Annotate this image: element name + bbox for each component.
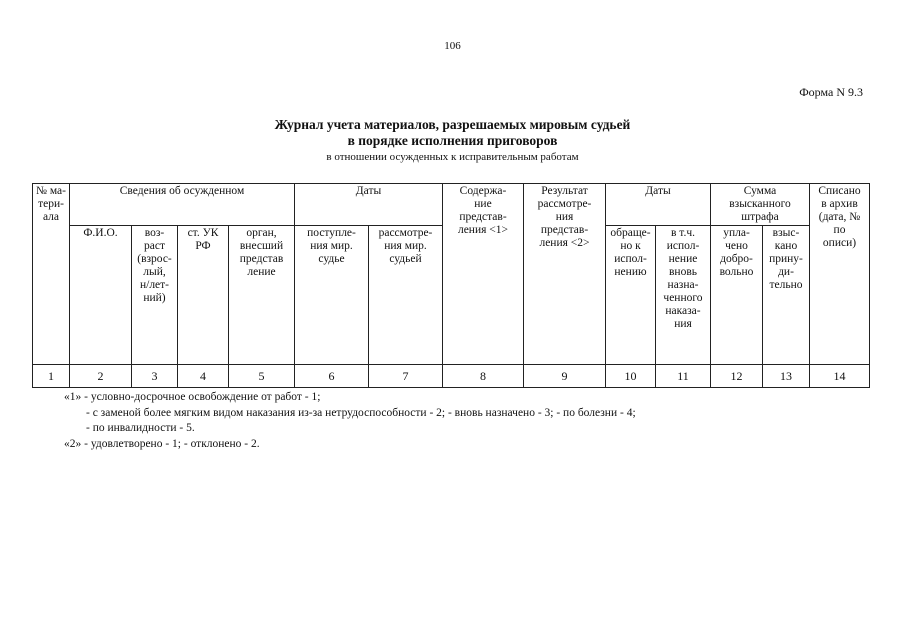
header-article: ст. УК РФ <box>178 226 229 365</box>
header-fine-sum: Сумма взысканного штрафа <box>711 184 810 226</box>
column-number: 14 <box>810 365 870 388</box>
column-number: 7 <box>369 365 443 388</box>
header-number: № ма- тери- ала <box>33 184 70 365</box>
header-fio: Ф.И.О. <box>70 226 132 365</box>
header-new-sentence: в т.ч. испол- нение вновь назна- ченного наказа- ния <box>656 226 711 365</box>
footnote-1-line-3: - по инвалидности - 5. <box>86 422 195 434</box>
header-appeal: обраще- но к испол- нению <box>606 226 656 365</box>
form-label: Форма N 9.3 <box>799 85 863 99</box>
column-number: 13 <box>763 365 810 388</box>
column-number: 2 <box>70 365 132 388</box>
column-number: 9 <box>524 365 606 388</box>
header-content: Содержа- ние представ- ления <1> <box>443 184 524 365</box>
header-age: воз- раст (взрос- лый, н/лет- ний) <box>132 226 178 365</box>
header-reviewed: рассмотре- ния мир. судьей <box>369 226 443 365</box>
column-number: 12 <box>711 365 763 388</box>
column-number: 10 <box>606 365 656 388</box>
header-convict-info: Сведения об осужденном <box>70 184 295 226</box>
column-numbers-row <box>33 365 870 388</box>
footnotes <box>64 390 636 452</box>
header-archive: Списано в архив (дата, № по описи) <box>810 184 870 365</box>
column-number: 8 <box>443 365 524 388</box>
document-subtitle: в отношении осужденных к исправительным работам <box>326 151 579 163</box>
column-number: 1 <box>33 365 70 388</box>
header-authority: орган, внесший представ ление <box>229 226 295 365</box>
page-number: 106 <box>444 40 461 52</box>
document-title <box>0 117 905 149</box>
column-number: 11 <box>656 365 711 388</box>
footnote-1-line-1: «1» - условно-досрочное освобождение от работ - 1; <box>64 391 321 403</box>
column-number: 4 <box>178 365 229 388</box>
header-voluntary: упла- чено добро- вольно <box>711 226 763 365</box>
title-line-2: в порядке исполнения приговоров <box>347 133 558 148</box>
footnote-1-line-2: - с заменой более мягким видом наказания из-за нетрудоспособности - 2; - вновь назначено - 3; - по болезни - 4; <box>86 406 636 419</box>
column-number: 6 <box>295 365 369 388</box>
column-number: 5 <box>229 365 295 388</box>
header-forced: взыс- кано прину- ди- тельно <box>763 226 810 365</box>
footnote-2-line-1: «2» - удовлетворено - 1; - отклонено - 2. <box>64 437 260 450</box>
header-dates-1: Даты <box>295 184 443 226</box>
column-number: 3 <box>132 365 178 388</box>
header-result: Результат рассмотре- ния представ- ления <2> <box>524 184 606 365</box>
header-received: поступле- ния мир. судье <box>295 226 369 365</box>
header-dates-2: Даты <box>606 184 711 226</box>
journal-table <box>32 183 870 388</box>
title-line-1: Журнал учета материалов, разрешаемых мировым судьей <box>274 117 631 132</box>
